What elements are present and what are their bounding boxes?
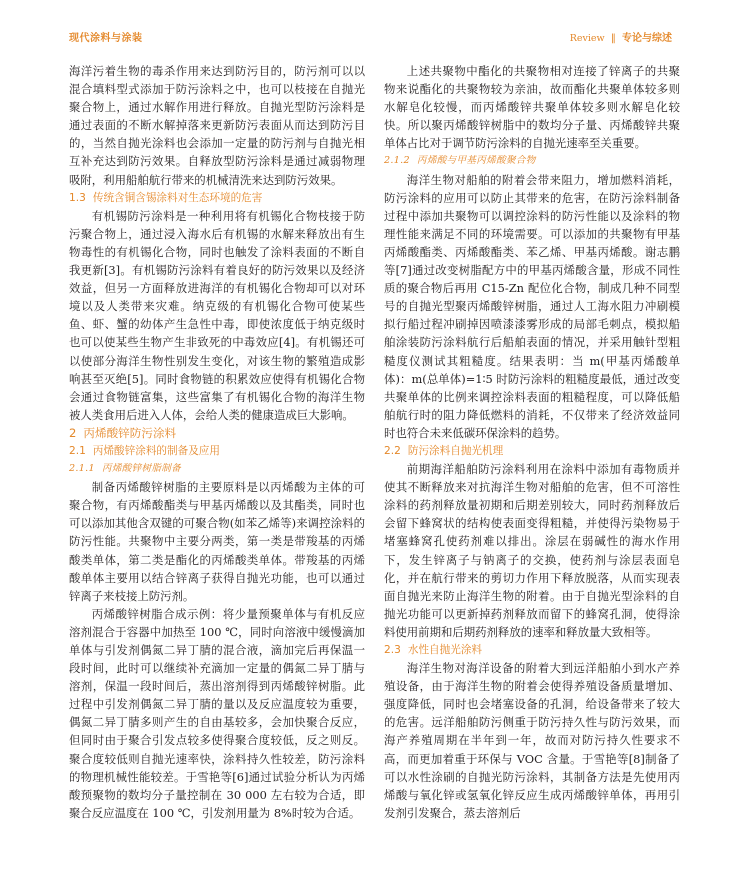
heading-text: 水性自抛光涂料: [407, 644, 483, 656]
heading-number: 2: [69, 425, 77, 440]
section-heading-2-1-1: [69, 460, 365, 478]
paragraph: 有机锡防污涂料是一种利用将有机锡化合物枝接于防污聚合物上，通过浸入海水后有机锡的水解来释放出有生物毒性的有机锡化合物，同时也触发了涂料表面的不断自我更新[3]。有机锡防污涂料有着良好的防污效果以及经济效益，但另一方面释放进海洋的有机锡化合物却可以对环境以及人类带来灾难。纳克级的有机锡化合物可使某些鱼、虾、蟹的幼体产生急性中毒，即使浓度低于纳克级时也可以使某些生物产生非致死的中毒效应[4]。有机锡还可以使部分海洋生物性别发生变化，对该生物的繁殖造成影响甚至灭绝[5]。同时食物链的积累效应使得有机锡化合物会通过食物链富集，这些富集了有机锡化合物的海洋生物被人类食用后进入人体，会给人类的健康造成巨大影响。: [69, 208, 365, 422]
paragraph: 上述共聚物中酯化的共聚物相对连接了锌离子的共聚物来说酯化的共聚物较为亲油，故而酯化共聚单体较多则水解皂化较慢，而丙烯酸锌共聚单体较多则水解皂化较快。所以聚丙烯酸锌树脂中的数均分子量、丙烯酸锌共聚单体占比对于调节防污涂料的自抛光速率至关重要。: [384, 64, 680, 151]
section-heading-2-1: [69, 442, 365, 460]
heading-number: 1.3: [69, 191, 86, 204]
heading-text: 传统含铜含锡涂料对生态环境的危害: [92, 191, 263, 204]
section-heading-2-1-2: [384, 152, 680, 170]
paragraph: 海洋生物对船舶的附着会带来阻力，增加燃料消耗，防污涂料的应用可以防止其带来的危害，在防污涂料制备过程中添加共聚物可以调控涂料的防污性能以及涂料的物理性能来满足不同的环境需要。可以添加的共聚物有甲基丙烯酸酯类、丙烯酸酯类、苯乙烯、甲基丙烯酸。谢志鹏等[7]通过改变树脂配方中的甲基丙烯酸含量，形成不同性质的聚合物后再用 C15-Zn 配位化合物，制成几种不同型号的自抛光型聚丙烯酸锌树脂，通过人工海水阻力冲刷模拟行船过程冲刷掉因喷漆漆雾形成的局部毛刺点，模拟船舶涂装防污涂料航行后船舶表面的情况，并采用触针型粗糙度仪测试其粗糙度。结果表明：当 m(甲基丙烯酸单体)：m(总单体)=1∶5 时防污涂料的粗糙度最低，通过改变共聚单体的比例来调控涂料表面的粗糙程度，可以降低船舶航行时的阻力降低燃料的消耗，不仅带来了经济效益同时也符合未来低碳环保涂料的趋势。: [384, 172, 680, 440]
right-column: [384, 62, 680, 822]
divider: ‖: [610, 33, 616, 44]
heading-text: 丙烯酸与甲基丙烯酸聚合物: [416, 155, 536, 167]
paragraph: 丙烯酸锌树脂合成示例：将少量预聚单体与有机反应溶剂混合于容器中加热至 100 ℃，同时向溶液中缓慢滴加单体与引发剂偶氮二异丁腈的混合液，滴加完后再保温一段时间，此时可以继续补充滴加一定量的偶氮二异丁腈与溶剂，保温一段时间后，蒸出溶剂得到丙烯酸锌树脂。此过程中引发剂偶氮二异丁腈的量以及反应温度较为重要，偶氮二异丁腈多则产生的自由基较多，会加快聚合反应，但同时由于聚合引发点较多使得聚合度较低，反之则反。聚合度较低则自抛光速率快，涂料持久性较差，防污涂料的物理机械性能较差。于雪艳等[6]通过试验分析认为丙烯酸预聚物的数均分子量控制在 30 000 左右较为合适，即聚合反应温度在 100 ℃，引发剂用量为 8%时较为合适。: [69, 606, 365, 820]
review-label-zh: 专论与综述: [622, 33, 672, 44]
heading-text: 防污涂料自抛光机理: [407, 444, 504, 457]
review-label-en: Review: [569, 33, 605, 44]
paragraph: 海洋生物对海洋设备的附着大到远洋船舶小到水产养殖设备，由于海洋生物的附着会使得养殖设备质量增加、强度降低，同时也会堵塞设备的孔洞，给设备带来了较大的危害。远洋船舶防污侧重于防污持久性与防污效果，而海产养殖周期在半年到一年，故而对防污持久性要求不高，而更加着重于环保与 VOC 含量。于雪艳等[8]制备了可以水性涂刷的自抛光防污涂料，其制备方法是先使用丙烯酸与氧化锌或氢氧化锌反应生成丙烯酸锌单体，再用引发剂引发聚合，蒸去溶剂后: [384, 661, 680, 820]
heading-number: 2.1.2: [384, 155, 410, 167]
section-heading-2-2: [384, 442, 680, 460]
heading-text: 丙烯酸锌涂料的制备及应用: [92, 444, 220, 457]
heading-number: 2.1.1: [69, 463, 95, 475]
paragraph: 海洋污着生物的毒杀作用来达到防污目的，防污剂可以以混合填料型式添加于防污涂料之中，也可以枝接在自抛光聚合物上，通过水解作用进行释放。自抛光型防污涂料是通过表面的不断水解掉落来更新防污表面从而达到防污目的，当然自抛光涂料也会添加一定量的防污剂与自抛光相互补充达到防污效果。自释放型防污涂料是通过减弱物理吸附，利用船舶航行带来的机械清洗来达到防污效果。: [69, 64, 365, 187]
journal-name: 现代涂料与涂装: [69, 33, 143, 44]
section-tag: [570, 29, 672, 44]
heading-number: 2.1: [69, 444, 86, 457]
section-heading-2: [69, 424, 365, 442]
left-column: [69, 62, 365, 822]
page-header: [0, 0, 731, 50]
section-heading-2-3: [384, 641, 680, 659]
heading-text: 丙烯酸锌树脂制备: [101, 463, 182, 475]
heading-text: 丙烯酸锌防污涂料: [83, 425, 177, 440]
section-heading-1-3: [69, 189, 365, 207]
paragraph: 前期海洋船舶防污涂料利用在涂料中添加有毒物质并使其不断释放来对抗海洋生物对船舶的危害，但不可溶性涂料的药剂释放量初期和后期差别较大，同时药剂释放后会留下蜂窝状的结构使表面变得粗糙，并使得污染物易于堵塞蜂窝孔使药剂难以排出。涂层在弱碱性的海水作用下，发生锌离子与钠离子的交换，使药剂与涂层表面皂化，并在航行带来的剪切力作用下释放脱落，从而实现表面自抛光来防止海洋生物的附着。由于自抛光型涂料的自抛光功能可以更新掉药剂释放而留下的蜂窝孔洞，使得涂料使用前期和后期药剂释放的速率和释放量大致相等。: [384, 462, 680, 639]
paragraph: 制备丙烯酸锌树脂的主要原料是以丙烯酸为主体的可聚合物，有丙烯酸酯类与甲基丙烯酸以及其酯类，同时也可以添加其他含双键的可聚合物(如苯乙烯等)来调控涂料的防污性能。共聚物中主要分两类，第一类是带羧基的丙烯酸类单体，第二类是酯化的丙烯酸类单体。带羧基的丙烯酸单体主要用以结合锌离子获得自抛光功能，也可以通过锌离子来枝接上防污剂。: [69, 480, 365, 603]
heading-number: 2.2: [384, 444, 401, 457]
heading-number: 2.3: [384, 644, 401, 656]
